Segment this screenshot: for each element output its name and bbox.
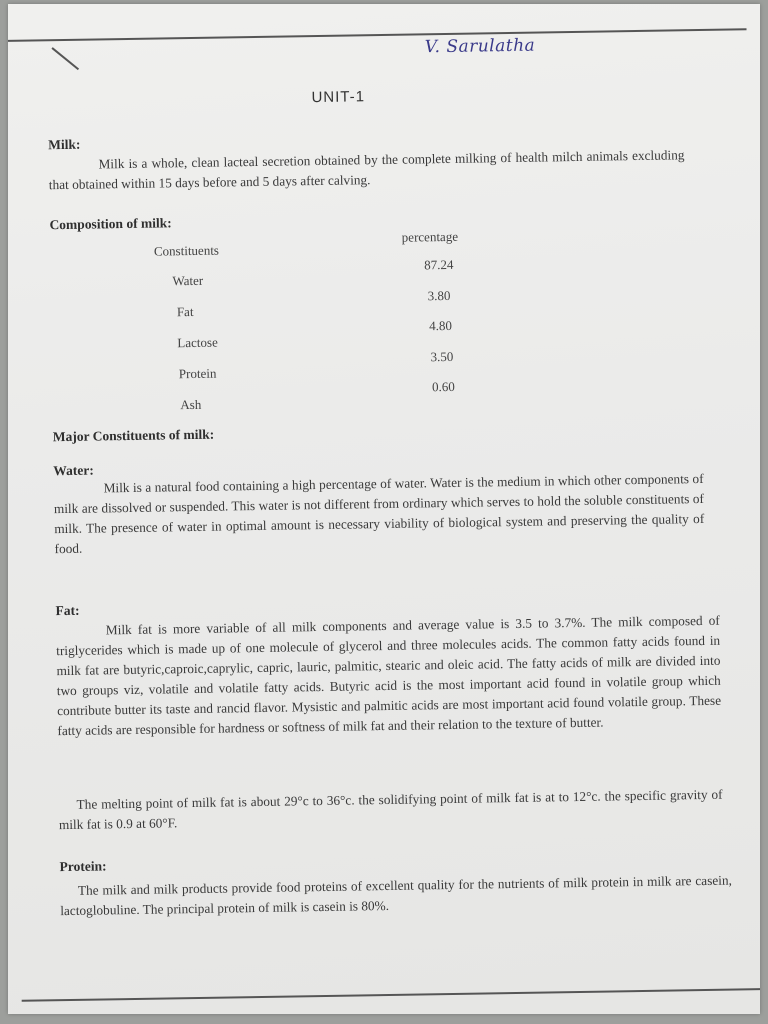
constituents-column-header: Constituents: [153, 242, 220, 259]
unit-title: UNIT-1: [311, 88, 366, 107]
milk-heading: Milk:: [48, 136, 81, 153]
fat-heading: Fat:: [55, 602, 80, 619]
bottom-border-line: [22, 988, 760, 1001]
protein-paragraph: The milk and milk products provide food proteins of excellent quality for the nutrients of milk protein in milk are casein, lactoglobuline. The principal protein of milk is casein is 80%.: [60, 872, 732, 919]
major-constituents-heading: Major Constituents of milk:: [52, 426, 215, 445]
percentage-column-header: percentage: [401, 228, 459, 245]
top-border-line: [8, 28, 747, 41]
protein-heading: Protein:: [59, 858, 107, 875]
pen-stroke-mark: [52, 47, 79, 70]
constituent-name: Fat: [176, 303, 194, 320]
page-content: [8, 4, 760, 1014]
constituent-name: Water: [172, 272, 204, 289]
water-heading: Water:: [53, 462, 94, 479]
constituent-value: 3.80: [427, 287, 451, 304]
constituent-value: 3.50: [430, 348, 454, 365]
author-signature: V. Sarulatha: [424, 35, 536, 58]
constituent-name: Protein: [178, 365, 217, 382]
document-page: [8, 4, 760, 1014]
constituent-value: 87.24: [424, 256, 454, 273]
fat-melting-point-paragraph: The melting point of milk fat is about 29°c to 36°c. the solidifying point of milk fat is at to 12°c. the specific gravity of milk fat is 0.9 at 60°F.: [58, 786, 723, 833]
constituent-name: Ash: [180, 396, 202, 413]
constituent-value: 0.60: [431, 378, 455, 395]
constituent-name: Lactose: [177, 334, 218, 351]
milk-definition: Milk is a whole, clean lacteal secretion obtained by the complete milking of health milch animals excluding that obtained within 15 days before and 5 days after calving.: [48, 147, 685, 193]
water-paragraph: Milk is a natural food containing a high percentage of water. Water is the medium in which other components of milk are dissolved or suspended. This water is not different from ordinary which serves to hold the soluble constituents of milk. The presence of water in optimal amount is necessary viability of biological system and preserving the quality of food.: [53, 470, 705, 557]
constituent-value: 4.80: [429, 317, 452, 334]
composition-heading: Composition of milk:: [49, 215, 172, 233]
fat-paragraph: Milk fat is more variable of all milk components and average value is 3.5 to 3.7%. The milk composed of triglycerides which is made up of one molecule of glycerol and three molecules acids. The common fatty acids found in milk fat are butyric,caproic,caprylic, capric, lauric, palmitic, stearic and oleic acid. The fatty acids of milk are divided into two groups viz, volatile and volatile fatty acids. Butyric acid is the most important acid found in volatile group which contribute butter its taste and rancid flavor. Mysistic and palmitic acids are most important acid found volatile group. These fatty acids are responsible for hardness or softness of milk fat and their relation to the texture of butter.: [56, 612, 722, 739]
